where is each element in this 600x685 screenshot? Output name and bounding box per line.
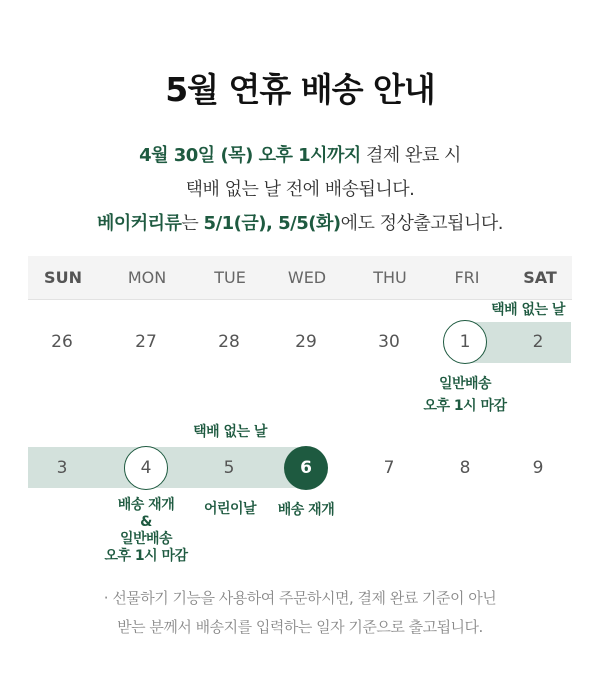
footer-line-1: · 선물하기 기능을 사용하여 주문하시면, 결제 완료 기준이 아닌 [103,589,497,607]
day-29: 29 [295,332,317,352]
note-resume: 배송 재개 [277,502,335,518]
note-resume-line-3: 일반배송 [119,531,173,547]
weekday-fri: FRI [454,268,480,287]
note-resume-line-1: 배송 재개 [117,497,175,513]
note-resume-line-4: 오후 1시 마감 [104,548,188,564]
weekday-mon: MON [127,268,167,287]
day-1-highlight: 1 [443,320,487,364]
note-resume-and-cutoff [96,497,196,565]
intro-line-1-rest: 결제 완료 시 [360,145,461,166]
intro-deadline: 4월 30일 (목) 오후 1시까지 [139,145,361,166]
day-27: 27 [135,332,157,352]
note-cutoff-line-1: 일반배송 [438,376,492,392]
intro-line-2: 택배 없는 날 전에 배송됩니다. [185,179,415,200]
note-resume-line-2: & [140,514,152,530]
note-no-delivery-1: 택배 없는 날 [491,302,565,318]
note-cutoff-1 [415,373,515,417]
day-7: 7 [383,458,395,478]
day-6-highlight: 6 [284,446,328,490]
note-no-delivery-2: 택배 없는 날 [193,424,267,440]
calendar-header [28,256,572,300]
intro-line-3-mid: 는 [181,213,204,234]
day-5: 5 [223,458,235,478]
weekday-thu: THU [373,268,407,287]
note-childrens-day: 어린이날 [203,501,257,517]
day-9: 9 [532,458,544,478]
day-30: 30 [378,332,400,352]
note-cutoff-line-2: 오후 1시 마감 [423,398,507,414]
footer-line-2: 받는 분께서 배송지를 입력하는 일자 기준으로 출고됩니다. [117,618,483,636]
day-4-highlight: 4 [124,446,168,490]
intro-line-1 [0,141,600,167]
weekday-sun: SUN [44,268,82,287]
intro-bakery-dates: 5/1(금), 5/5(화) [203,213,341,234]
weekday-tue: TUE [214,268,246,287]
intro-bakery: 베이커리류 [96,213,182,234]
weekday-wed: WED [287,268,327,287]
intro-line-3-rest: 에도 정상출고됩니다. [340,213,504,234]
day-26: 26 [51,332,73,352]
intro-line-3 [0,209,600,235]
page-title: 5월 연휴 배송 안내 [165,70,435,109]
day-8: 8 [459,458,471,478]
day-28: 28 [218,332,240,352]
weekday-sat: SAT [523,268,557,287]
day-2: 2 [532,332,544,352]
day-3: 3 [56,458,68,478]
